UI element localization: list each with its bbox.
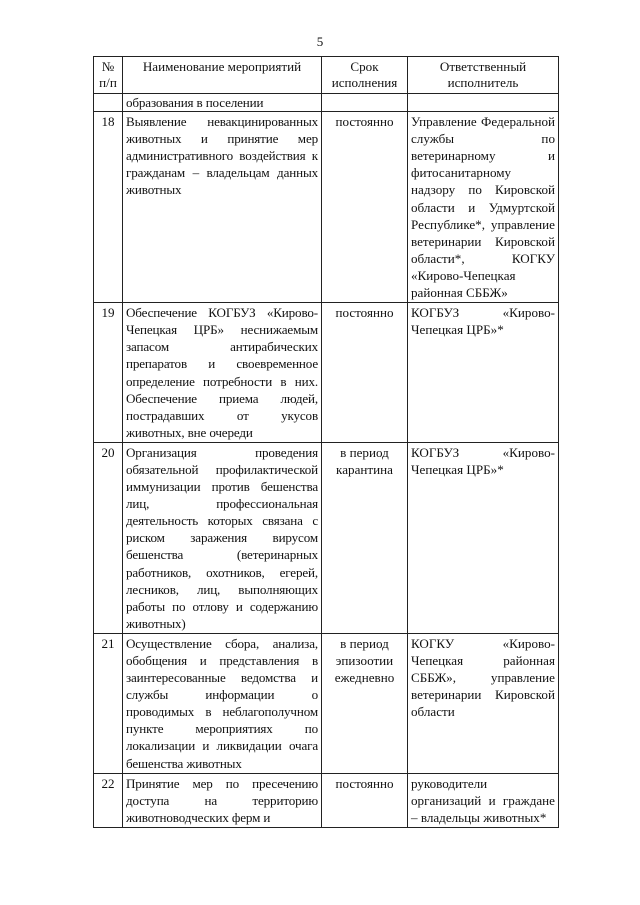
cell-name: Выявление невакцинированных животных и принятие мер административного воздействия к гражданам – владельцам данных животных bbox=[123, 112, 322, 303]
cell-responsible: КОГБУЗ «Кирово-Чепецкая ЦРБ»* bbox=[408, 442, 559, 633]
cell-term: постоянно bbox=[322, 773, 408, 827]
header-num: № п/п bbox=[94, 57, 123, 94]
table-row bbox=[94, 112, 559, 303]
header-responsible: Ответственный исполнитель bbox=[408, 57, 559, 94]
measures-table bbox=[93, 56, 559, 828]
cell-term: в период карантина bbox=[322, 442, 408, 633]
cell-num: 18 bbox=[94, 112, 123, 303]
cell-num: 22 bbox=[94, 773, 123, 827]
cell-term: постоянно bbox=[322, 303, 408, 443]
table-row bbox=[94, 633, 559, 773]
cell-term: постоянно bbox=[322, 112, 408, 303]
cell-responsible: КОГКУ «Кирово-Чепецкая районная СББЖ», управление ветеринарии Кировской области bbox=[408, 633, 559, 773]
cell-name: Обеспечение КОГБУЗ «Кирово-Чепецкая ЦРБ» неснижаемым запасом антирабических препаратов и своевременное определение потребности в них. Обеспечение приема людей, пострадавших от укусов животных, вне очереди bbox=[123, 303, 322, 443]
header-term: Срок исполнения bbox=[322, 57, 408, 94]
table-header-row bbox=[94, 57, 559, 94]
header-name: Наименование мероприятий bbox=[123, 57, 322, 94]
cell-num: 20 bbox=[94, 442, 123, 633]
table-row-continuation bbox=[94, 94, 559, 112]
cell-responsible bbox=[408, 94, 559, 112]
cell-num bbox=[94, 94, 123, 112]
cell-num: 21 bbox=[94, 633, 123, 773]
cell-name: Осуществление сбора, анализа, обобщения и представления в заинтересованные ведомства и службы информации о проводимых в неблагополучном пункте мероприятиях по локализации и ликвидации очага бешенства животных bbox=[123, 633, 322, 773]
table-row bbox=[94, 773, 559, 827]
cell-responsible: Управление Федеральной службы по ветеринарному и фитосанитарному надзору по Кировской области и Удмуртской Республике*, управление ветеринарии Кировской области*, КОГКУ «Кирово-Чепецкая районная СББЖ» bbox=[408, 112, 559, 303]
page-number: 5 bbox=[316, 34, 324, 49]
table-row bbox=[94, 303, 559, 443]
table-row bbox=[94, 442, 559, 633]
cell-name: образования в поселении bbox=[123, 94, 322, 112]
cell-term: в период эпизоотии ежедневно bbox=[322, 633, 408, 773]
cell-term bbox=[322, 94, 408, 112]
cell-responsible: КОГБУЗ «Кирово-Чепецкая ЦРБ»* bbox=[408, 303, 559, 443]
cell-responsible: руководители организаций и граждане – владельцы животных* bbox=[408, 773, 559, 827]
cell-name: Организация проведения обязательной профилактической иммунизации против бешенства лиц, профессиональная деятельность которых связана с риском заражения вирусом бешенства (ветеринарных работников, охотников, егерей, лесников, лиц, выполняющих работы по отлову и содержанию животных) bbox=[123, 442, 322, 633]
cell-num: 19 bbox=[94, 303, 123, 443]
cell-name: Принятие мер по пресечению доступа на территорию животноводческих ферм и bbox=[123, 773, 322, 827]
